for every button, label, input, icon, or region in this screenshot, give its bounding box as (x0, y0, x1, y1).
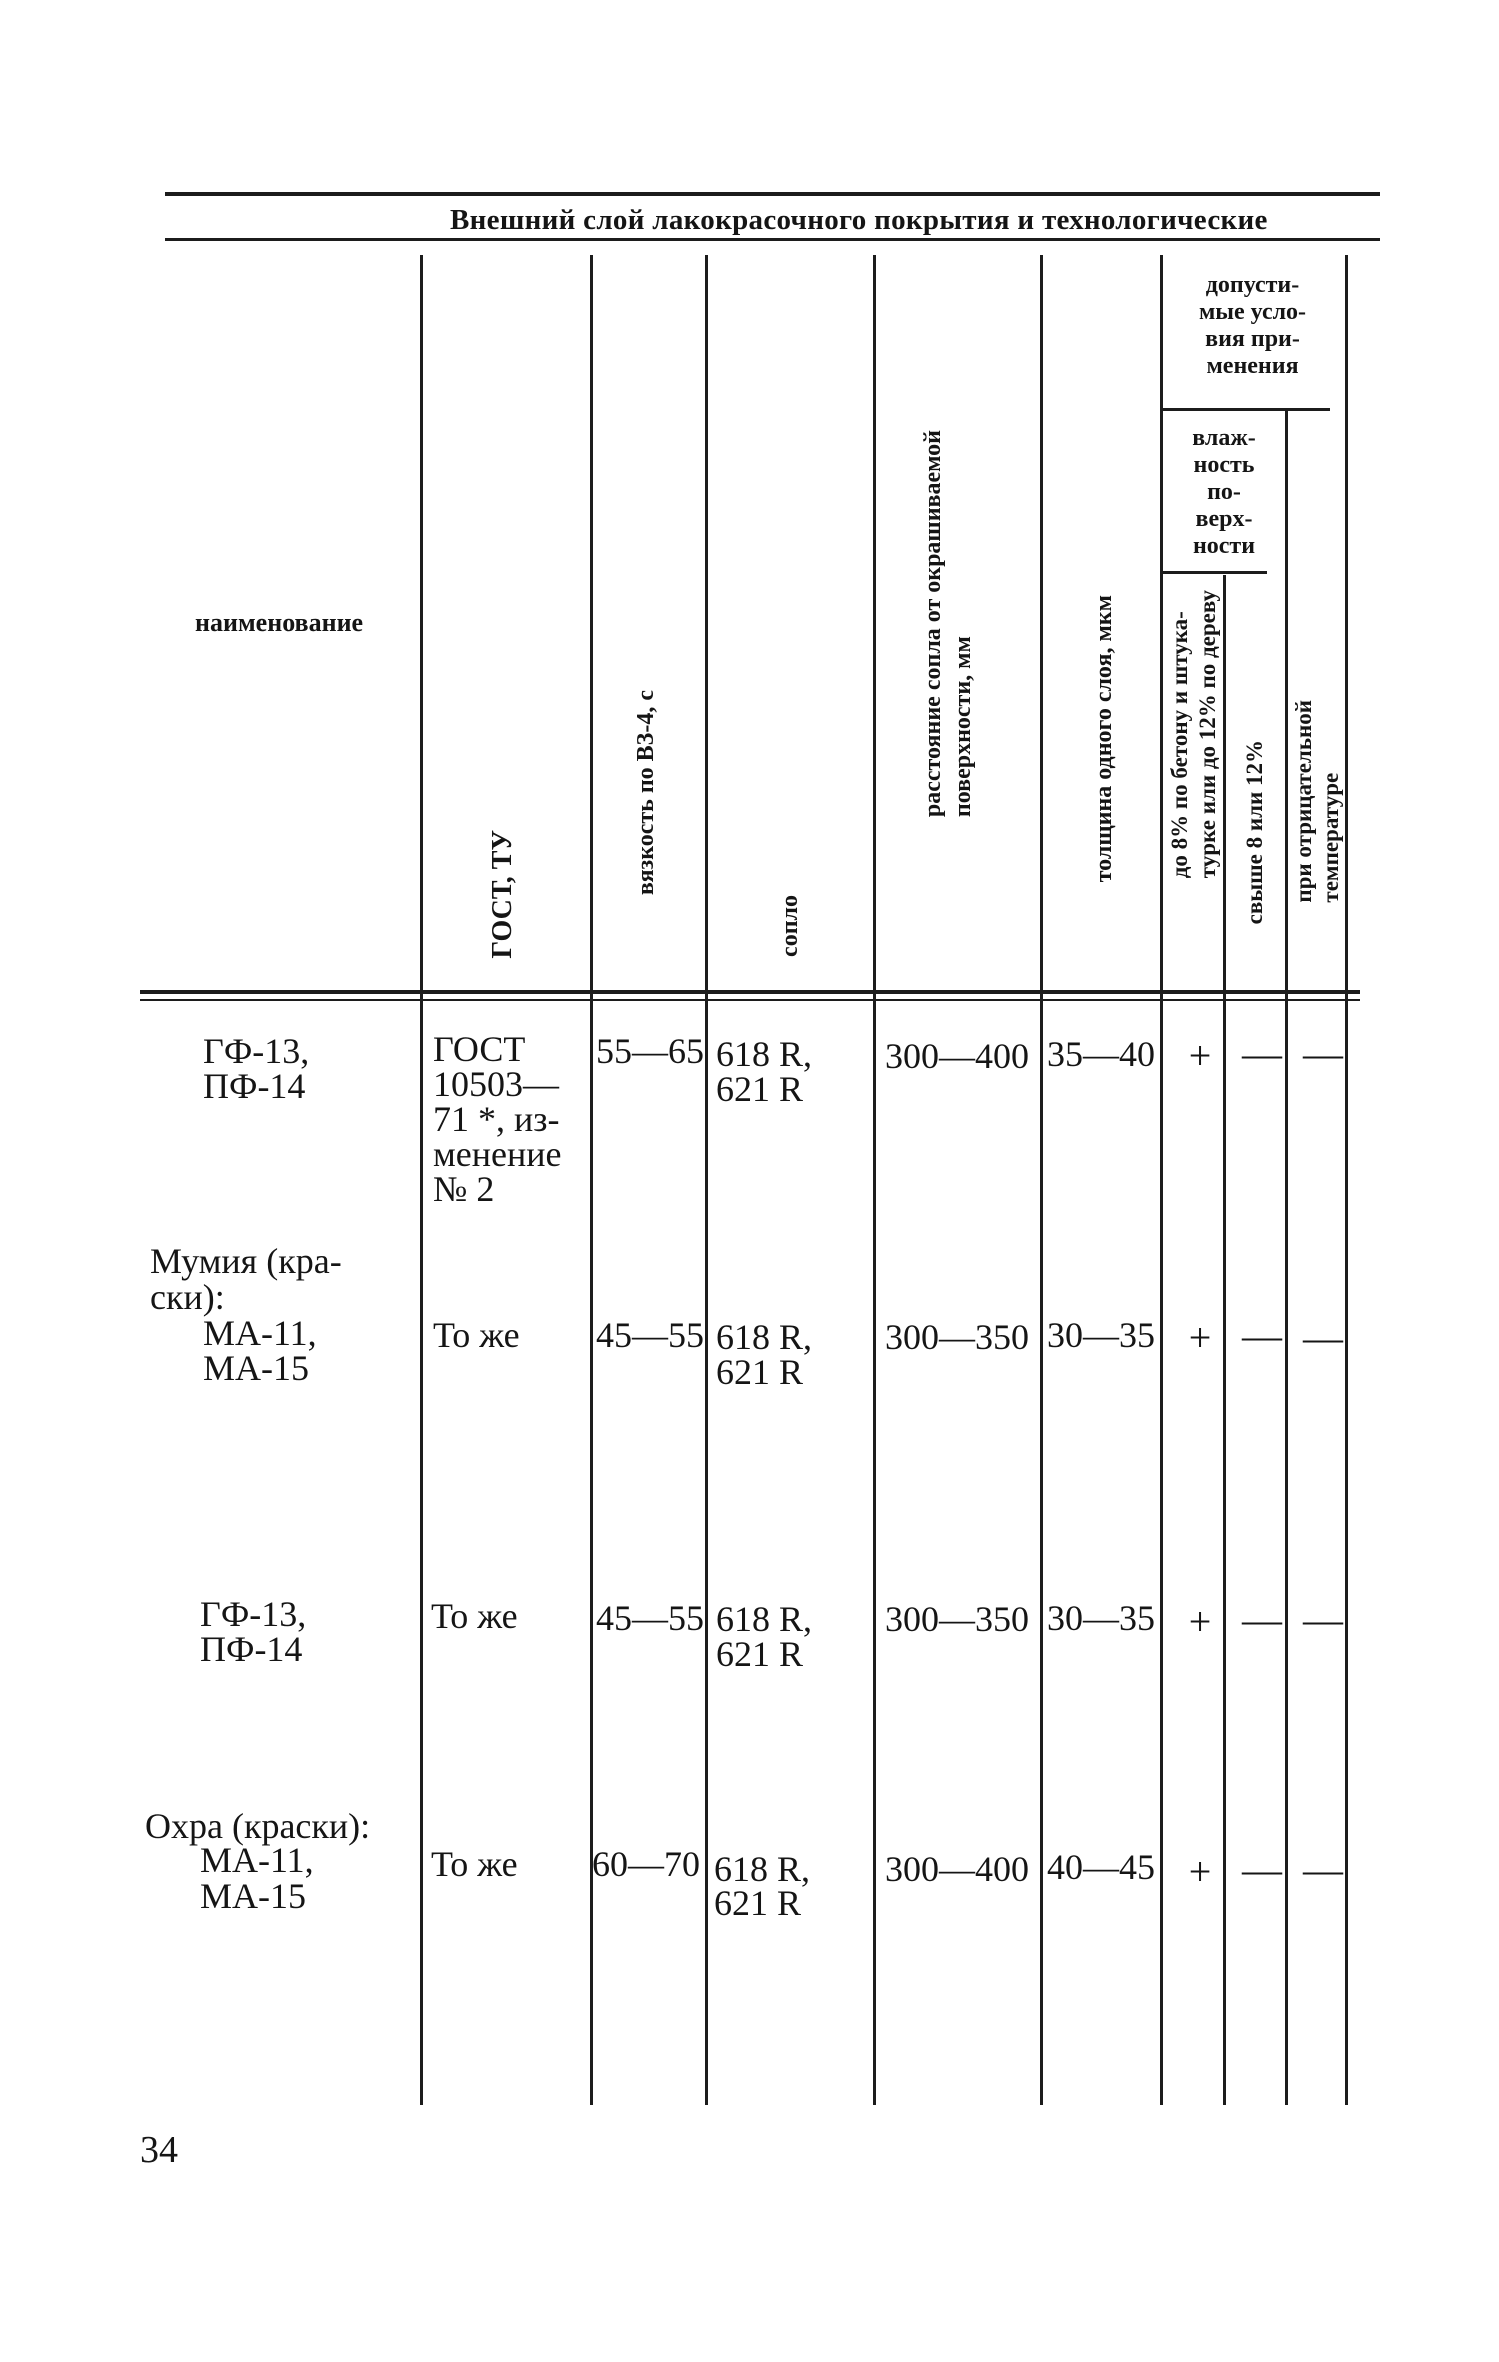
header-distance-line2: поверхности, мм (950, 636, 976, 818)
group-label-mumiya-line2: ски): (150, 1277, 225, 1317)
humidity-rule (1162, 571, 1267, 574)
row-2-name-line1: МА-11, (203, 1313, 317, 1353)
row-1-nozzle-line1: 618 R, (716, 1034, 813, 1074)
row-4-humidity-low: + (1188, 1849, 1212, 1894)
header-up-to-line2: турке или до 12% по дереву (1195, 590, 1220, 879)
column-divider (705, 255, 708, 2105)
header-distance-line1: расстояние сопла от окрашиваемой (920, 430, 946, 818)
header-nozzle: сопло (777, 895, 803, 957)
header-thickness: толщина одного слоя, мкм (1091, 595, 1117, 883)
row-3-nozzle-line2: 621 R (716, 1634, 804, 1674)
header-negative (1290, 700, 1345, 903)
row-1-humidity-high: — (1242, 1031, 1282, 1076)
row-1-viscosity: 55—65 (596, 1031, 704, 1071)
row-1-gost-line: 10503— (433, 1064, 559, 1104)
row-2-nozzle-line2: 621 R (716, 1352, 804, 1392)
row-1-gost-line: № 2 (433, 1169, 495, 1209)
column-divider (1040, 255, 1043, 2105)
table-title: Внешний слой лакокрасочного покрытия и технологические (450, 204, 1268, 236)
column-divider (873, 255, 876, 2105)
conditions-rule (1162, 408, 1330, 411)
row-3-distance: 300—350 (885, 1599, 1029, 1639)
row-3-gost: То же (431, 1596, 518, 1636)
page-number: 34 (140, 2129, 178, 2171)
row-3-humidity-high: — (1242, 1597, 1282, 1642)
row-4-name-line1: МА-11, (200, 1840, 314, 1880)
header-up-to (1166, 590, 1224, 878)
row-2-name-line2: МА-15 (203, 1348, 309, 1388)
row-1-thickness: 35—40 (1047, 1034, 1155, 1074)
row-4-negative-temp: — (1303, 1847, 1343, 1892)
header-conditions: допусти- мые усло- вия при- менения (1198, 272, 1307, 379)
row-1-name-line2: ПФ-14 (203, 1066, 306, 1106)
row-3-humidity-low: + (1188, 1599, 1212, 1644)
row-2-viscosity: 45—55 (596, 1315, 704, 1355)
row-1-nozzle-line2: 621 R (716, 1069, 804, 1109)
header-up-to-line1: до 8% по бетону и штука- (1167, 611, 1192, 879)
column-divider (420, 255, 423, 2105)
row-2-humidity-high: — (1242, 1313, 1282, 1358)
row-2-gost: То же (433, 1315, 520, 1355)
top-rule (165, 192, 1380, 196)
header-negative-line2: температуре (1318, 772, 1343, 903)
row-1-gost-line: ГОСТ (433, 1029, 526, 1069)
row-1-name-line1: ГФ-13, (203, 1031, 310, 1071)
row-4-thickness: 40—45 (1047, 1847, 1155, 1887)
row-4-nozzle-line1: 618 R, (714, 1849, 811, 1889)
group-label-mumiya-line1: Мумия (кра- (150, 1241, 342, 1281)
row-4-viscosity: 60—70 (592, 1844, 700, 1884)
row-4-humidity-high: — (1242, 1847, 1282, 1892)
row-1-distance: 300—400 (885, 1036, 1029, 1076)
title-rule (165, 238, 1380, 241)
row-4-nozzle-line2: 621 R (714, 1883, 802, 1923)
column-divider (1285, 410, 1288, 2105)
row-3-viscosity: 45—55 (596, 1598, 704, 1638)
row-1-humidity-low: + (1188, 1033, 1212, 1078)
row-2-humidity-low: + (1188, 1315, 1212, 1360)
row-2-thickness: 30—35 (1047, 1315, 1155, 1355)
row-2-nozzle-line1: 618 R, (716, 1317, 813, 1357)
header-bottom-rule (140, 990, 1360, 994)
header-gost: ГОСТ, ТУ (487, 830, 518, 959)
row-1-gost (433, 1029, 562, 1209)
row-4-gost: То же (431, 1844, 518, 1884)
row-2-distance: 300—350 (885, 1317, 1029, 1357)
column-divider (1345, 255, 1348, 2105)
header-bottom-rule-2 (140, 999, 1360, 1001)
row-4-name-line2: МА-15 (200, 1876, 306, 1916)
header-humidity: влаж- ность по- верх- ности (1192, 425, 1256, 559)
row-4-distance: 300—400 (885, 1849, 1029, 1889)
row-1-gost-line: менение (433, 1134, 562, 1174)
row-1-gost-line: 71 *, из- (433, 1099, 560, 1139)
header-name: наименование (195, 608, 364, 637)
group-label-okhra: Охра (краски): (145, 1806, 371, 1846)
row-3-negative-temp: — (1303, 1597, 1343, 1642)
column-divider (1160, 255, 1163, 2105)
header-distance (918, 430, 980, 817)
header-above: свыше 8 или 12% (1242, 740, 1267, 925)
row-3-thickness: 30—35 (1047, 1598, 1155, 1638)
row-3-nozzle-line1: 618 R, (716, 1599, 813, 1639)
row-1-negative-temp: — (1303, 1031, 1343, 1076)
row-2-negative-temp: — (1303, 1315, 1343, 1360)
header-negative-line1: при отрицательной (1291, 700, 1316, 903)
header-viscosity: вязкость по ВЗ-4, с (633, 690, 659, 896)
row-3-name-line2: ПФ-14 (200, 1629, 303, 1669)
column-divider (590, 255, 593, 2105)
row-3-name-line1: ГФ-13, (200, 1594, 307, 1634)
